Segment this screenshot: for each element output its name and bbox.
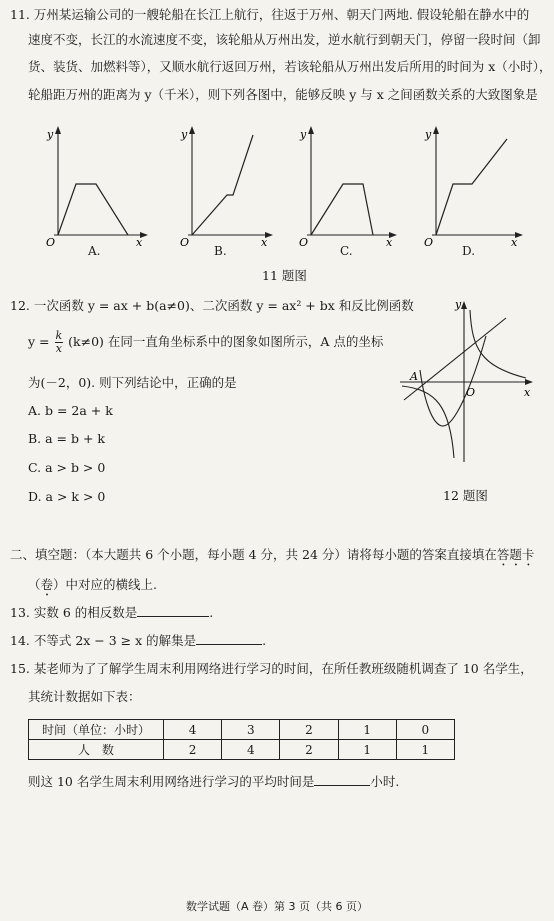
section2-instructions: 二、填空题：（本大题共 6 个小题，每小题 4 分，共 24 分）请将每小题的答案直接填在: [10, 547, 497, 562]
q15-unit: 小时.: [370, 774, 400, 789]
q14: [10, 632, 266, 650]
q13-answer-blank[interactable]: [137, 604, 209, 617]
q11-c-y-label: y: [300, 128, 307, 141]
q12-y-equals: y =: [28, 334, 50, 349]
q11-a-origin: O: [46, 236, 56, 247]
q12-choice-c: C. a > b > 0: [28, 460, 106, 475]
q12-x-label: x: [524, 386, 531, 399]
table-header-count: 人 数: [29, 740, 164, 760]
q12-frac-numerator: k: [55, 329, 63, 342]
q15-line-3: [28, 773, 399, 791]
q14-text: 14. 不等式 2x − 3 ≥ x 的解集是: [10, 633, 197, 648]
section2-line-2: [28, 576, 157, 599]
q11-option-c: C.: [340, 244, 353, 258]
q12-fraction: [55, 330, 64, 355]
q11-c-origin: O: [299, 236, 309, 247]
q12-line-2-text: (k≠0) 在同一直角坐标系中的图象如图所示，A 点的坐标: [68, 334, 384, 349]
q12-graph: [396, 296, 536, 468]
table-row: [29, 740, 455, 760]
table-cell: 1: [396, 740, 454, 760]
q11-option-a: A.: [88, 244, 101, 258]
q12-line-1: 12. 一次函数 y = ax + b(a≠0)、二次函数 y = ax² + bx 和反比例函数: [10, 298, 414, 313]
q15-line-2: 其统计数据如下表：: [28, 689, 141, 704]
q11-graph-b: [170, 122, 275, 247]
section2-line-1: [10, 546, 534, 569]
section2-line-2-text: 中对应的横线上.: [65, 577, 157, 592]
q12-line-3: 为(－2，0). 则下列结论中，正确的是: [28, 375, 237, 390]
q11-b-x-label: x: [261, 236, 268, 247]
q12-choice-d: D. a > k > 0: [28, 489, 106, 504]
page-footer: 数学试题（A 卷）第 3 页（共 6 页）: [185, 900, 368, 913]
q11-caption: 11 题图: [262, 268, 307, 283]
q11-b-origin: O: [180, 236, 190, 247]
q15-table: [28, 719, 455, 760]
q12-caption: 12 题图: [443, 488, 488, 503]
q11-a-y-label: y: [47, 128, 54, 141]
section2-paper: （卷）: [28, 577, 66, 592]
q11-line-1: 11. 万州某运输公司的一艘轮船在长江上航行，往返于万州、朝天门两地. 假设轮船在静水中的: [10, 7, 530, 22]
table-cell: 4: [222, 740, 280, 760]
q13-tail: .: [209, 605, 214, 620]
q11-graph-a: [30, 122, 150, 247]
q12-line-2: [28, 330, 383, 355]
q11-d-y-label: y: [425, 128, 432, 141]
table-cell: 2: [164, 740, 222, 760]
q11-line-3: 货、装货、加燃料等），又顺水航行返回万州，若该轮船从万州出发后所用的时间为 x（小时），: [28, 59, 552, 74]
q12-y-label: y: [455, 298, 462, 311]
q12-choice-a: A. b = 2a + k: [28, 403, 113, 418]
table-row: [29, 720, 455, 740]
q14-tail: .: [262, 633, 267, 648]
q11-c-x-label: x: [386, 236, 393, 247]
q12-origin: O: [466, 386, 476, 399]
q15-answer-blank[interactable]: [314, 773, 370, 786]
q12-frac-denominator: x: [55, 342, 62, 355]
q11-line-2: 速度不变，长江的水流速度不变，该轮船从万州出发，逆水航行到朝天门，停留一段时间（卸: [28, 32, 541, 47]
q11-option-b: B.: [214, 244, 227, 258]
q11-d-x-label: x: [511, 236, 518, 247]
table-cell: 1: [338, 720, 396, 740]
q11-graph-c: [287, 122, 399, 247]
table-cell: 4: [164, 720, 222, 740]
q13-text: 13. 实数 6 的相反数是: [10, 605, 138, 620]
table-cell: 0: [396, 720, 454, 740]
section2-answer-card: 答题卡: [496, 547, 535, 562]
q14-answer-blank[interactable]: [196, 632, 262, 645]
q11-graph-d: [410, 122, 525, 247]
table-cell: 2: [280, 740, 338, 760]
q15-line-1: 15. 某老师为了了解学生周末利用网络进行学习的时间，在所任教班级随机调查了 10 名学生，: [10, 661, 533, 676]
table-header-time: 时间（单位：小时）: [29, 720, 164, 740]
q15-question: 则这 10 名学生周末利用网络进行学习的平均时间是: [28, 774, 315, 789]
q11-a-x-label: x: [136, 236, 143, 247]
q12-point-a: A: [410, 370, 418, 383]
table-cell: 1: [338, 740, 396, 760]
q11-b-y-label: y: [181, 128, 188, 141]
table-cell: 2: [280, 720, 338, 740]
q11-option-d: D.: [462, 244, 476, 258]
q11-d-origin: O: [424, 236, 434, 247]
q11-line-4: 轮船距万州的距离为 y（千米），则下列各图中，能够反映 y 与 x 之间函数关系的大致图象是: [28, 87, 538, 102]
q13: [10, 604, 213, 622]
table-cell: 3: [222, 720, 280, 740]
q12-choice-b: B. a = b + k: [28, 431, 106, 446]
